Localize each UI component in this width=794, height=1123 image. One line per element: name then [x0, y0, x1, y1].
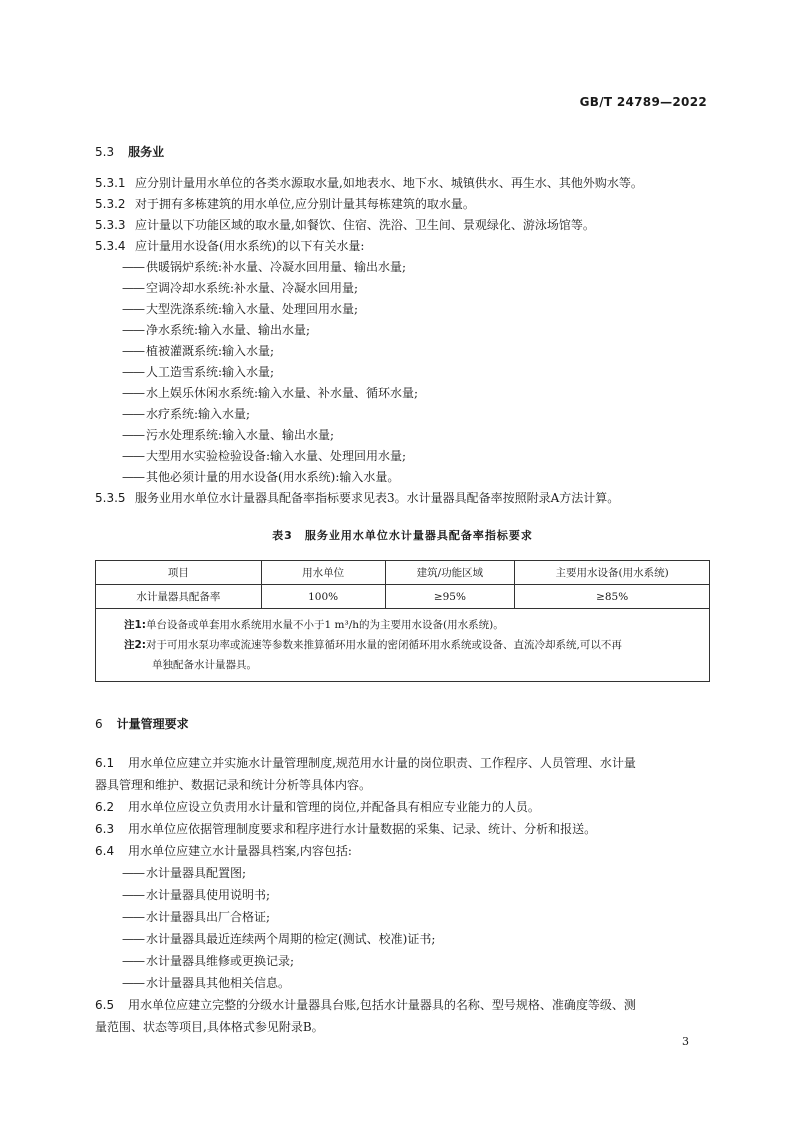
clause-number: 6.4 [95, 844, 115, 858]
clause-text: 服务业用水单位水计量器具配备率指标要求见表3。水计量器具配备率按照附录A方法计算。 [135, 491, 620, 505]
list-item-text: 水上娱乐休闲水系统:输入水量、补水量、循环水量; [146, 386, 419, 400]
list-item: —— 大型用水实验检验设备:输入水量、处理回用水量; [122, 449, 407, 463]
table-cell: 水计量器具配备率 [96, 585, 262, 609]
list-item-text: 水计量器具最近连续两个周期的检定(测试、校准)证书; [146, 932, 436, 946]
clause-number: 5.3.5 [95, 491, 126, 505]
clause-number: 6.3 [95, 822, 115, 836]
note-2 [124, 635, 695, 655]
list-item: —— 水计量器具使用说明书; [122, 888, 271, 902]
table-notes [96, 609, 710, 682]
clause-6-5-continued: 量范围、状态等项目,具体格式参见附录B。 [95, 1020, 324, 1034]
list-item-text: 水计量器具使用说明书; [146, 888, 271, 902]
table-header-cell: 用水单位 [261, 561, 385, 585]
list-item-text: 人工造雪系统:输入水量; [146, 365, 275, 379]
list-item-text: 大型用水实验检验设备:输入水量、处理回用水量; [146, 449, 407, 463]
clause-text: 对于拥有多栋建筑的用水单位,应分别计量其每栋建筑的取水量。 [135, 197, 475, 211]
clause-number: 5.3.3 [95, 218, 126, 232]
list-item: —— 其他必须计量的用水设备(用水系统):输入水量。 [122, 470, 400, 484]
list-item: —— 水上娱乐休闲水系统:输入水量、补水量、循环水量; [122, 386, 419, 400]
list-item: —— 水计量器具最近连续两个周期的检定(测试、校准)证书; [122, 932, 436, 946]
section-5-3-items [95, 173, 715, 509]
clause-5-3-2 [95, 194, 715, 215]
table-header-cell: 项目 [96, 561, 262, 585]
section-5-3-heading [95, 143, 715, 160]
clause-number: 6.5 [95, 998, 115, 1012]
clause-text: 用水单位应建立并实施水计量管理制度,规范用水计量的岗位职责、工作程序、人员管理、水计量 [128, 756, 636, 770]
note-label: 注2: [124, 639, 147, 651]
section-title: 计量管理要求 [116, 717, 189, 731]
list-item-text: 水计量器具出厂合格证; [146, 910, 271, 924]
clause-text: 用水单位应建立水计量器具档案,内容包括: [128, 844, 352, 858]
list-item: —— 供暖锅炉系统:补水量、冷凝水回用量、输出水量; [122, 260, 407, 274]
clause-5-3-4 [95, 236, 715, 257]
list-item-text: 植被灌溉系统:输入水量; [146, 344, 275, 358]
table-notes-row [96, 609, 710, 682]
clause-6-5 [95, 994, 715, 1016]
clause-text: 用水单位应依据管理制度要求和程序进行水计量数据的采集、记录、统计、分析和报送。 [128, 822, 597, 836]
table-header-cell: 建筑/功能区域 [385, 561, 515, 585]
clause-number: 5.3.2 [95, 197, 126, 211]
note-label: 注1: [124, 619, 147, 631]
list-item-text: 水计量器具维修或更换记录; [146, 954, 295, 968]
list-item: —— 植被灌溉系统:输入水量; [122, 344, 275, 358]
note-2-continued: 单独配备水计量器具。 [152, 659, 257, 671]
list-item-text: 净水系统:输入水量、输出水量; [146, 323, 311, 337]
standard-number: GB/T 24789—2022 [579, 95, 707, 109]
table-cell: 100% [261, 585, 385, 609]
clause-6-1-continued: 器具管理和维护、数据记录和统计分析等具体内容。 [95, 778, 372, 792]
clause-text: 应分别计量用水单位的各类水源取水量,如地表水、地下水、城镇供水、再生水、其他外购水等。 [135, 176, 643, 190]
table-row [96, 585, 710, 609]
list-item-text: 污水处理系统:输入水量、输出水量; [146, 428, 335, 442]
list-item-text: 空调冷却水系统:补水量、冷凝水回用量; [146, 281, 359, 295]
clause-6-3 [95, 818, 715, 840]
note-text: 单台设备或单套用水系统用水量不小于1 m³/h的为主要用水设备(用水系统)。 [146, 619, 504, 631]
note-1 [124, 615, 695, 635]
list-item: —— 空调冷却水系统:补水量、冷凝水回用量; [122, 281, 359, 295]
table-cell: ≥85% [515, 585, 710, 609]
clause-6-2 [95, 796, 715, 818]
section-number: 6 [95, 717, 103, 731]
list-item: —— 污水处理系统:输入水量、输出水量; [122, 428, 335, 442]
section-title: 服务业 [128, 145, 165, 159]
list-item-text: 水疗系统:输入水量; [146, 407, 251, 421]
list-item-text: 水计量器具配置图; [146, 866, 247, 880]
clause-number: 6.2 [95, 800, 115, 814]
clause-text: 用水单位应建立完整的分级水计量器具台账,包括水计量器具的名称、型号规格、准确度等级、测 [128, 998, 636, 1012]
table-header-cell: 主要用水设备(用水系统) [515, 561, 710, 585]
list-item: —— 水计量器具维修或更换记录; [122, 954, 295, 968]
clause-number: 5.3.4 [95, 239, 126, 253]
section-6-heading [95, 715, 715, 732]
table-title: 表3 服务业用水单位水计量器具配备率指标要求 [272, 529, 533, 542]
list-item: —— 水疗系统:输入水量; [122, 407, 251, 421]
list-item-text: 供暖锅炉系统:补水量、冷凝水回用量、输出水量; [146, 260, 407, 274]
table-header-row [96, 561, 710, 585]
list-item-text: 水计量器具其他相关信息。 [146, 976, 291, 990]
clause-text: 应计量以下功能区域的取水量,如餐饮、住宿、洗浴、卫生间、景观绿化、游泳场馆等。 [135, 218, 595, 232]
clause-5-3-5 [95, 488, 715, 509]
list-item: —— 大型洗涤系统:输入水量、处理回用水量; [122, 302, 359, 316]
table-3 [95, 560, 710, 682]
clause-number: 6.1 [95, 756, 115, 770]
table-cell: ≥95% [385, 585, 515, 609]
clause-text: 用水单位应设立负责用水计量和管理的岗位,并配备具有相应专业能力的人员。 [128, 800, 540, 814]
clause-5-3-3 [95, 215, 715, 236]
clause-text: 应计量用水设备(用水系统)的以下有关水量: [135, 239, 365, 253]
page-number: 3 [682, 1035, 689, 1048]
clause-number: 5.3.1 [95, 176, 126, 190]
list-item: —— 水计量器具出厂合格证; [122, 910, 271, 924]
list-item: —— 水计量器具其他相关信息。 [122, 976, 291, 990]
list-item-text: 大型洗涤系统:输入水量、处理回用水量; [146, 302, 359, 316]
clause-6-4 [95, 840, 715, 862]
clause-5-3-1 [95, 173, 715, 194]
list-item-text: 其他必须计量的用水设备(用水系统):输入水量。 [146, 470, 400, 484]
list-item: —— 净水系统:输入水量、输出水量; [122, 323, 311, 337]
note-text: 对于可用水泵功率或流速等参数来推算循环用水量的密闭循环用水系统或设备、直流冷却系统,可以不再 [146, 639, 622, 651]
section-number: 5.3 [95, 145, 115, 159]
list-item: —— 人工造雪系统:输入水量; [122, 365, 275, 379]
clause-6-1 [95, 752, 715, 774]
list-item: —— 水计量器具配置图; [122, 866, 247, 880]
section-6-body [95, 752, 715, 1038]
